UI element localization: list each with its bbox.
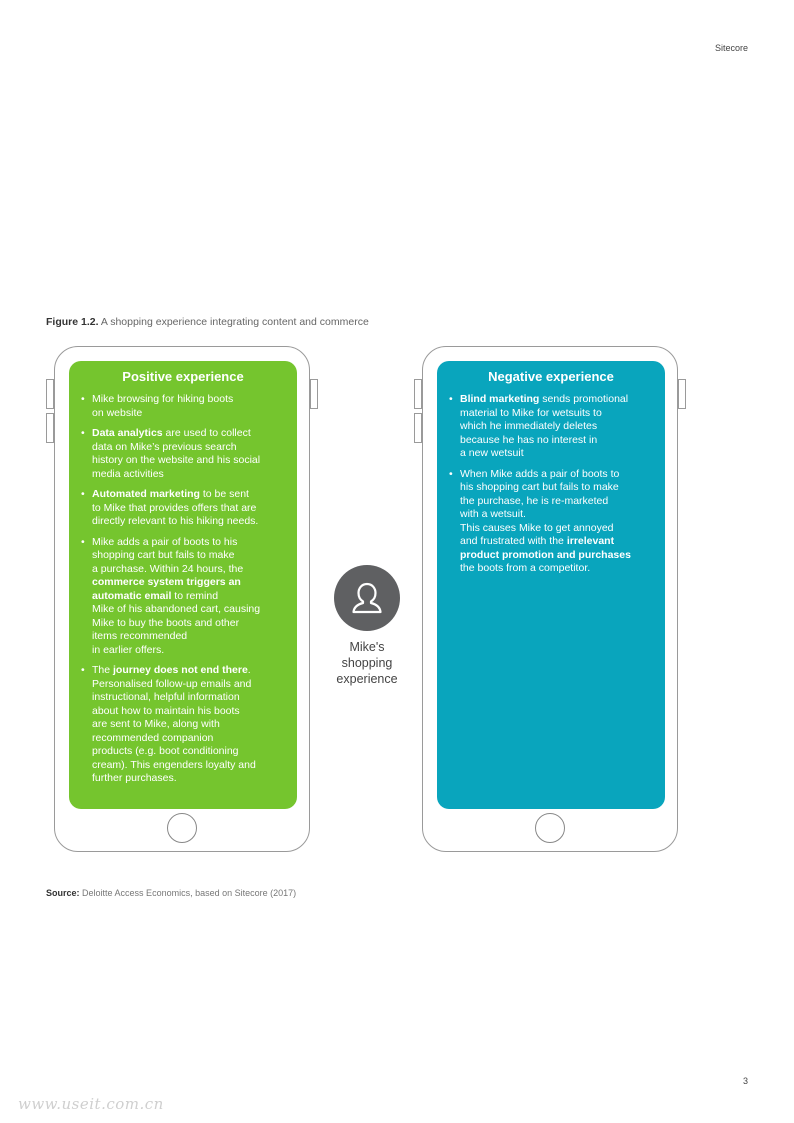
list-item [447,468,655,576]
text-run: the boots from a competitor. [460,562,591,574]
negative-list [447,393,655,576]
figure-caption-text: A shopping experience integrating content and commerce [100,316,369,328]
positive-title: Positive experience [122,369,244,384]
negative-title: Negative experience [488,369,614,384]
phone-positive [54,346,310,852]
phone-side-button [414,413,422,443]
text-run: Mike browsing for hiking boots on website [92,393,234,419]
phone-side-button [46,413,54,443]
list-item [79,393,287,420]
header-brand: Sitecore [714,43,748,53]
bold-run: Automated marketing [92,488,200,500]
text-run: sends promotional material to Mike for wetsuits to which he immediately deletes because he has no interest in a new wetsuit [460,393,629,459]
text-run: . Personalised follow-up emails and instructional, helpful information about how to maintain his boots are sent to Mike, along with recommended companion products (e.g. boot conditioning cream). This engenders loyalty and further purchases. [92,664,256,784]
home-button [535,813,565,843]
list-item [79,536,287,658]
watermark: www.useit.com.cn [18,1095,164,1113]
figure-caption [46,316,369,328]
text-run: to be sent to Mike that provides offers that are directly relevant to his hiking needs. [92,488,259,527]
phone-side-button [678,379,686,409]
phone-side-button [46,379,54,409]
bold-run: irrelevant product promotion and purchases [460,535,631,561]
bold-run: Data analytics [92,427,163,439]
persona-label: Mike's shopping experience [336,640,398,686]
text-run: When Mike adds a pair of boots to his shopping cart but fails to make the purchase, he is re-marketed with a wetsuit. This causes Mike to get annoyed and frustrated with the [460,467,620,547]
phone-negative [422,346,678,852]
text-run: Mike adds a pair of boots to his shopping cart but fails to make a purchase. Within 24 hours, the [92,535,244,575]
list-item [79,664,287,786]
phone-side-button [310,379,318,409]
source-note [46,888,296,898]
list-item [79,488,287,529]
person-icon [334,565,400,631]
bold-run: commerce system triggers an automatic email [92,576,241,602]
bold-run: Blind marketing [460,393,540,405]
bold-run: journey does not end there [113,664,248,676]
text-run: The [92,664,114,676]
page-number: 3 [742,1076,748,1086]
list-item [447,393,655,461]
persona [317,565,417,687]
text-run: are used to collect data on Mike’s previous search history on the website and his social media activities [92,427,261,480]
text-run: to remind Mike of his abandoned cart, causing Mike to buy the boots and other items recommended in earlier offers. [92,589,261,656]
positive-list [79,393,287,786]
negative-screen [437,361,665,809]
positive-screen [69,361,297,809]
source-label: Source: [46,888,80,898]
source-text: Deloitte Access Economics, based on Sitecore (2017) [82,888,297,898]
figure-label: Figure 1.2. [46,316,99,328]
list-item [79,427,287,481]
phone-side-button [414,379,422,409]
home-button [167,813,197,843]
